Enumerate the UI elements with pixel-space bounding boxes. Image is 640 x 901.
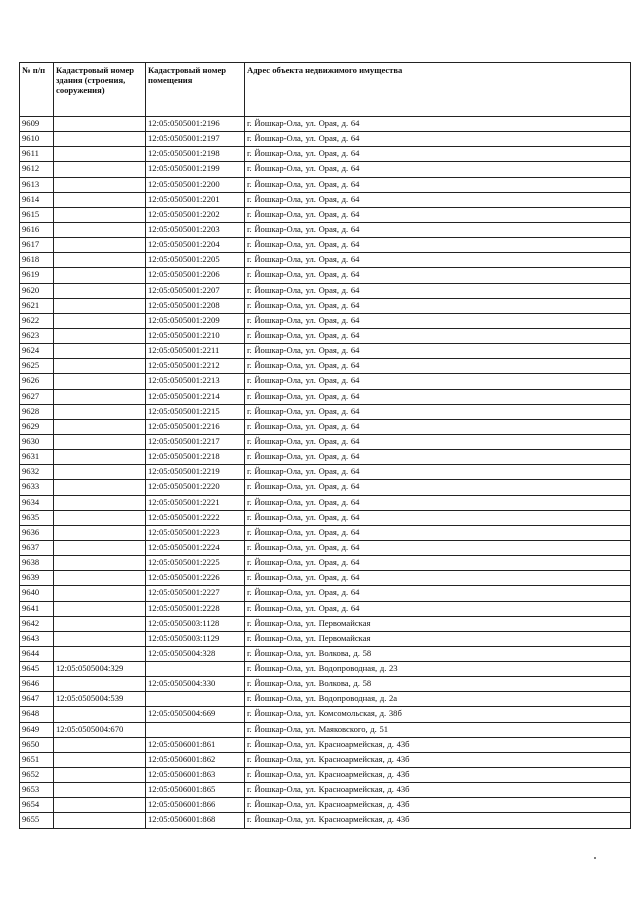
table-row (20, 253, 631, 268)
cell-address: г. Йошкар-Ола, ул. Орая, д. 64 (245, 510, 631, 525)
cell-num: 9613 (20, 177, 54, 192)
cell-address: г. Йошкар-Ола, ул. Волкова, д. 58 (245, 646, 631, 661)
cell-building-cadastral (54, 404, 146, 419)
table-row (20, 313, 631, 328)
cell-num: 9652 (20, 768, 54, 783)
cell-building-cadastral (54, 192, 146, 207)
cell-num: 9632 (20, 465, 54, 480)
cell-building-cadastral (54, 374, 146, 389)
cell-address: г. Йошкар-Ола, ул. Первомайская (245, 616, 631, 631)
table-row (20, 813, 631, 828)
cell-num: 9619 (20, 268, 54, 283)
cell-building-cadastral (54, 798, 146, 813)
table-row (20, 404, 631, 419)
table-row (20, 783, 631, 798)
header-num: № п/п (20, 63, 54, 117)
table-header-row (20, 63, 631, 117)
cell-num: 9654 (20, 798, 54, 813)
table-row (20, 434, 631, 449)
cell-num: 9640 (20, 586, 54, 601)
cell-building-cadastral (54, 238, 146, 253)
cell-num: 9618 (20, 253, 54, 268)
cell-address: г. Йошкар-Ола, ул. Красноармейская, д. 43б (245, 813, 631, 828)
cell-building-cadastral (54, 222, 146, 237)
table-row (20, 177, 631, 192)
cell-building-cadastral (54, 207, 146, 222)
cell-building-cadastral (54, 616, 146, 631)
cell-address: г. Йошкар-Ола, ул. Орая, д. 64 (245, 162, 631, 177)
cell-address: г. Йошкар-Ола, ул. Водопроводная, д. 23 (245, 662, 631, 677)
cell-address: г. Йошкар-Ола, ул. Комсомольская, д. 38б (245, 707, 631, 722)
cell-num: 9644 (20, 646, 54, 661)
cell-room-cadastral: 12:05:0506001:866 (146, 798, 245, 813)
cell-num: 9637 (20, 540, 54, 555)
cell-building-cadastral (54, 328, 146, 343)
table-row (20, 207, 631, 222)
cell-building-cadastral (54, 480, 146, 495)
cell-num: 9642 (20, 616, 54, 631)
cell-num: 9631 (20, 450, 54, 465)
cell-address: г. Йошкар-Ола, ул. Красноармейская, д. 43б (245, 752, 631, 767)
cell-building-cadastral (54, 283, 146, 298)
table-row (20, 298, 631, 313)
cell-address: г. Йошкар-Ола, ул. Орая, д. 64 (245, 253, 631, 268)
table-row (20, 162, 631, 177)
cell-building-cadastral (54, 768, 146, 783)
table-row (20, 752, 631, 767)
cell-num: 9624 (20, 344, 54, 359)
table-row (20, 662, 631, 677)
cell-address: г. Йошкар-Ола, ул. Орая, д. 64 (245, 374, 631, 389)
table-body (20, 117, 631, 829)
cell-address: г. Йошкар-Ола, ул. Орая, д. 64 (245, 586, 631, 601)
cell-building-cadastral: 12:05:0505004:539 (54, 692, 146, 707)
scan-speck (594, 857, 596, 859)
table-row (20, 510, 631, 525)
cell-num: 9609 (20, 117, 54, 132)
cell-address: г. Йошкар-Ола, ул. Орая, д. 64 (245, 238, 631, 253)
cell-num: 9629 (20, 419, 54, 434)
cell-building-cadastral (54, 677, 146, 692)
table-row (20, 677, 631, 692)
cell-num: 9630 (20, 434, 54, 449)
cell-building-cadastral: 12:05:0505004:329 (54, 662, 146, 677)
table-row (20, 192, 631, 207)
table-row (20, 450, 631, 465)
cell-building-cadastral (54, 707, 146, 722)
cell-building-cadastral (54, 344, 146, 359)
table-row (20, 601, 631, 616)
cell-num: 9621 (20, 298, 54, 313)
cell-num: 9611 (20, 147, 54, 162)
cell-building-cadastral (54, 586, 146, 601)
cell-room-cadastral: 12:05:0506001:868 (146, 813, 245, 828)
table-row (20, 117, 631, 132)
cell-room-cadastral: 12:05:0505001:2203 (146, 222, 245, 237)
cell-room-cadastral: 12:05:0505001:2222 (146, 510, 245, 525)
table-row (20, 419, 631, 434)
cell-room-cadastral: 12:05:0506001:862 (146, 752, 245, 767)
cell-address: г. Йошкар-Ола, ул. Орая, д. 64 (245, 222, 631, 237)
cell-room-cadastral: 12:05:0505001:2217 (146, 434, 245, 449)
cell-address: г. Йошкар-Ола, ул. Орая, д. 64 (245, 495, 631, 510)
cell-address: г. Йошкар-Ола, ул. Орая, д. 64 (245, 404, 631, 419)
cell-building-cadastral (54, 298, 146, 313)
cell-address: г. Йошкар-Ола, ул. Водопроводная, д. 2а (245, 692, 631, 707)
cell-num: 9649 (20, 722, 54, 737)
cell-num: 9616 (20, 222, 54, 237)
cell-address: г. Йошкар-Ола, ул. Орая, д. 64 (245, 192, 631, 207)
table-row (20, 268, 631, 283)
cell-num: 9636 (20, 525, 54, 540)
cell-address: г. Йошкар-Ола, ул. Орая, д. 64 (245, 540, 631, 555)
cell-num: 9635 (20, 510, 54, 525)
cell-address: г. Йошкар-Ола, ул. Орая, д. 64 (245, 207, 631, 222)
cell-building-cadastral (54, 646, 146, 661)
cell-address: г. Йошкар-Ола, ул. Орая, д. 64 (245, 480, 631, 495)
table-row (20, 328, 631, 343)
cell-num: 9643 (20, 631, 54, 646)
cell-building-cadastral (54, 450, 146, 465)
header-room-cadastral: Кадастровый номер помещения (146, 63, 245, 117)
cell-room-cadastral: 12:05:0505001:2196 (146, 117, 245, 132)
table-row (20, 359, 631, 374)
cell-room-cadastral: 12:05:0505004:330 (146, 677, 245, 692)
cell-room-cadastral: 12:05:0505001:2206 (146, 268, 245, 283)
cell-room-cadastral: 12:05:0505001:2226 (146, 571, 245, 586)
cell-num: 9647 (20, 692, 54, 707)
cell-address: г. Йошкар-Ола, ул. Орая, д. 64 (245, 268, 631, 283)
cell-num: 9639 (20, 571, 54, 586)
cell-address: г. Йошкар-Ола, ул. Орая, д. 64 (245, 132, 631, 147)
cell-num: 9653 (20, 783, 54, 798)
cell-num: 9633 (20, 480, 54, 495)
cell-address: г. Йошкар-Ола, ул. Красноармейская, д. 43б (245, 783, 631, 798)
cell-address: г. Йошкар-Ола, ул. Орая, д. 64 (245, 328, 631, 343)
cell-address: г. Йошкар-Ола, ул. Орая, д. 64 (245, 556, 631, 571)
table-row (20, 132, 631, 147)
table-row (20, 616, 631, 631)
cell-building-cadastral (54, 813, 146, 828)
cell-num: 9614 (20, 192, 54, 207)
cell-num: 9628 (20, 404, 54, 419)
cell-room-cadastral (146, 662, 245, 677)
cell-room-cadastral: 12:05:0505001:2204 (146, 238, 245, 253)
cell-building-cadastral (54, 359, 146, 374)
table-row (20, 465, 631, 480)
cell-room-cadastral: 12:05:0505001:2228 (146, 601, 245, 616)
cell-room-cadastral: 12:05:0505001:2208 (146, 298, 245, 313)
cell-room-cadastral: 12:05:0505001:2227 (146, 586, 245, 601)
cell-building-cadastral (54, 177, 146, 192)
cell-building-cadastral (54, 510, 146, 525)
cell-room-cadastral: 12:05:0505001:2207 (146, 283, 245, 298)
cell-room-cadastral: 12:05:0505001:2199 (146, 162, 245, 177)
cell-address: г. Йошкар-Ола, ул. Орая, д. 64 (245, 571, 631, 586)
table-row (20, 798, 631, 813)
cell-num: 9646 (20, 677, 54, 692)
cell-address: г. Йошкар-Ола, ул. Орая, д. 64 (245, 450, 631, 465)
table-row (20, 631, 631, 646)
cell-address: г. Йошкар-Ола, ул. Красноармейская, д. 43б (245, 768, 631, 783)
cell-room-cadastral: 12:05:0505001:2200 (146, 177, 245, 192)
cell-building-cadastral (54, 132, 146, 147)
cell-building-cadastral (54, 571, 146, 586)
cell-num: 9617 (20, 238, 54, 253)
cell-num: 9634 (20, 495, 54, 510)
cell-room-cadastral: 12:05:0505001:2197 (146, 132, 245, 147)
cell-address: г. Йошкар-Ола, ул. Орая, д. 64 (245, 434, 631, 449)
cell-room-cadastral: 12:05:0505001:2212 (146, 359, 245, 374)
cell-room-cadastral: 12:05:0505001:2209 (146, 313, 245, 328)
cell-address: г. Йошкар-Ола, ул. Первомайская (245, 631, 631, 646)
cell-building-cadastral (54, 389, 146, 404)
table-row (20, 571, 631, 586)
cell-num: 9655 (20, 813, 54, 828)
cell-num: 9623 (20, 328, 54, 343)
cell-address: г. Йошкар-Ола, ул. Орая, д. 64 (245, 117, 631, 132)
cell-building-cadastral (54, 434, 146, 449)
cell-address: г. Йошкар-Ола, ул. Орая, д. 64 (245, 177, 631, 192)
table-row (20, 586, 631, 601)
cell-address: г. Йошкар-Ола, ул. Орая, д. 64 (245, 298, 631, 313)
cell-building-cadastral (54, 117, 146, 132)
cell-address: г. Йошкар-Ола, ул. Красноармейская, д. 43б (245, 737, 631, 752)
cell-building-cadastral (54, 752, 146, 767)
cell-building-cadastral (54, 783, 146, 798)
table-row (20, 556, 631, 571)
property-table (19, 62, 631, 829)
table-row (20, 768, 631, 783)
cell-building-cadastral (54, 540, 146, 555)
cell-address: г. Йошкар-Ола, ул. Орая, д. 64 (245, 283, 631, 298)
table-row (20, 722, 631, 737)
cell-room-cadastral: 12:05:0505001:2201 (146, 192, 245, 207)
cell-room-cadastral: 12:05:0505001:2210 (146, 328, 245, 343)
cell-building-cadastral (54, 162, 146, 177)
table-row (20, 283, 631, 298)
cell-address: г. Йошкар-Ола, ул. Орая, д. 64 (245, 465, 631, 480)
table-row (20, 374, 631, 389)
cell-address: г. Йошкар-Ола, ул. Волкова, д. 58 (245, 677, 631, 692)
cell-room-cadastral: 12:05:0505003:1128 (146, 616, 245, 631)
cell-address: г. Йошкар-Ола, ул. Орая, д. 64 (245, 313, 631, 328)
cell-building-cadastral (54, 147, 146, 162)
cell-room-cadastral: 12:05:0506001:863 (146, 768, 245, 783)
header-address: Адрес объекта недвижимого имущества (245, 63, 631, 117)
cell-building-cadastral (54, 601, 146, 616)
cell-num: 9610 (20, 132, 54, 147)
table-row (20, 495, 631, 510)
table-row (20, 692, 631, 707)
cell-room-cadastral: 12:05:0505001:2221 (146, 495, 245, 510)
cell-num: 9641 (20, 601, 54, 616)
cell-room-cadastral: 12:05:0506001:861 (146, 737, 245, 752)
cell-room-cadastral (146, 692, 245, 707)
cell-room-cadastral: 12:05:0505001:2213 (146, 374, 245, 389)
table-row (20, 707, 631, 722)
cell-building-cadastral (54, 495, 146, 510)
table-row (20, 222, 631, 237)
table-row (20, 737, 631, 752)
cell-num: 9622 (20, 313, 54, 328)
cell-building-cadastral: 12:05:0505004:670 (54, 722, 146, 737)
cell-num: 9626 (20, 374, 54, 389)
cell-address: г. Йошкар-Ола, ул. Орая, д. 64 (245, 359, 631, 374)
cell-room-cadastral: 12:05:0505001:2215 (146, 404, 245, 419)
cell-building-cadastral (54, 556, 146, 571)
cell-room-cadastral: 12:05:0505004:669 (146, 707, 245, 722)
cell-num: 9638 (20, 556, 54, 571)
cell-building-cadastral (54, 631, 146, 646)
cell-room-cadastral: 12:05:0505001:2224 (146, 540, 245, 555)
cell-building-cadastral (54, 419, 146, 434)
cell-room-cadastral: 12:05:0505001:2202 (146, 207, 245, 222)
cell-room-cadastral: 12:05:0505001:2211 (146, 344, 245, 359)
cell-room-cadastral: 12:05:0505001:2198 (146, 147, 245, 162)
cell-room-cadastral (146, 722, 245, 737)
table-row (20, 480, 631, 495)
cell-address: г. Йошкар-Ола, ул. Орая, д. 64 (245, 389, 631, 404)
table-row (20, 540, 631, 555)
cell-room-cadastral: 12:05:0505003:1129 (146, 631, 245, 646)
cell-num: 9620 (20, 283, 54, 298)
cell-address: г. Йошкар-Ола, ул. Орая, д. 64 (245, 147, 631, 162)
cell-room-cadastral: 12:05:0506001:865 (146, 783, 245, 798)
cell-room-cadastral: 12:05:0505001:2223 (146, 525, 245, 540)
cell-num: 9615 (20, 207, 54, 222)
cell-room-cadastral: 12:05:0505001:2218 (146, 450, 245, 465)
table-row (20, 646, 631, 661)
cell-room-cadastral: 12:05:0505001:2219 (146, 465, 245, 480)
cell-room-cadastral: 12:05:0505001:2220 (146, 480, 245, 495)
cell-address: г. Йошкар-Ола, ул. Маяковского, д. 51 (245, 722, 631, 737)
cell-building-cadastral (54, 737, 146, 752)
cell-room-cadastral: 12:05:0505001:2214 (146, 389, 245, 404)
cell-address: г. Йошкар-Ола, ул. Орая, д. 64 (245, 419, 631, 434)
cell-num: 9650 (20, 737, 54, 752)
cell-building-cadastral (54, 313, 146, 328)
table-row (20, 238, 631, 253)
cell-room-cadastral: 12:05:0505001:2225 (146, 556, 245, 571)
cell-address: г. Йошкар-Ола, ул. Красноармейская, д. 43б (245, 798, 631, 813)
cell-building-cadastral (54, 525, 146, 540)
table-row (20, 389, 631, 404)
cell-num: 9645 (20, 662, 54, 677)
cell-num: 9612 (20, 162, 54, 177)
cell-building-cadastral (54, 253, 146, 268)
cell-room-cadastral: 12:05:0505001:2216 (146, 419, 245, 434)
cell-address: г. Йошкар-Ола, ул. Орая, д. 64 (245, 601, 631, 616)
cell-num: 9625 (20, 359, 54, 374)
cell-building-cadastral (54, 268, 146, 283)
cell-num: 9627 (20, 389, 54, 404)
cell-address: г. Йошкар-Ола, ул. Орая, д. 64 (245, 525, 631, 540)
cell-num: 9651 (20, 752, 54, 767)
cell-address: г. Йошкар-Ола, ул. Орая, д. 64 (245, 344, 631, 359)
table-row (20, 147, 631, 162)
table-row (20, 525, 631, 540)
cell-num: 9648 (20, 707, 54, 722)
cell-room-cadastral: 12:05:0505004:328 (146, 646, 245, 661)
header-building-cadastral: Кадастровый номер здания (строения, сооружения) (54, 63, 146, 117)
cell-room-cadastral: 12:05:0505001:2205 (146, 253, 245, 268)
cell-building-cadastral (54, 465, 146, 480)
table-row (20, 344, 631, 359)
